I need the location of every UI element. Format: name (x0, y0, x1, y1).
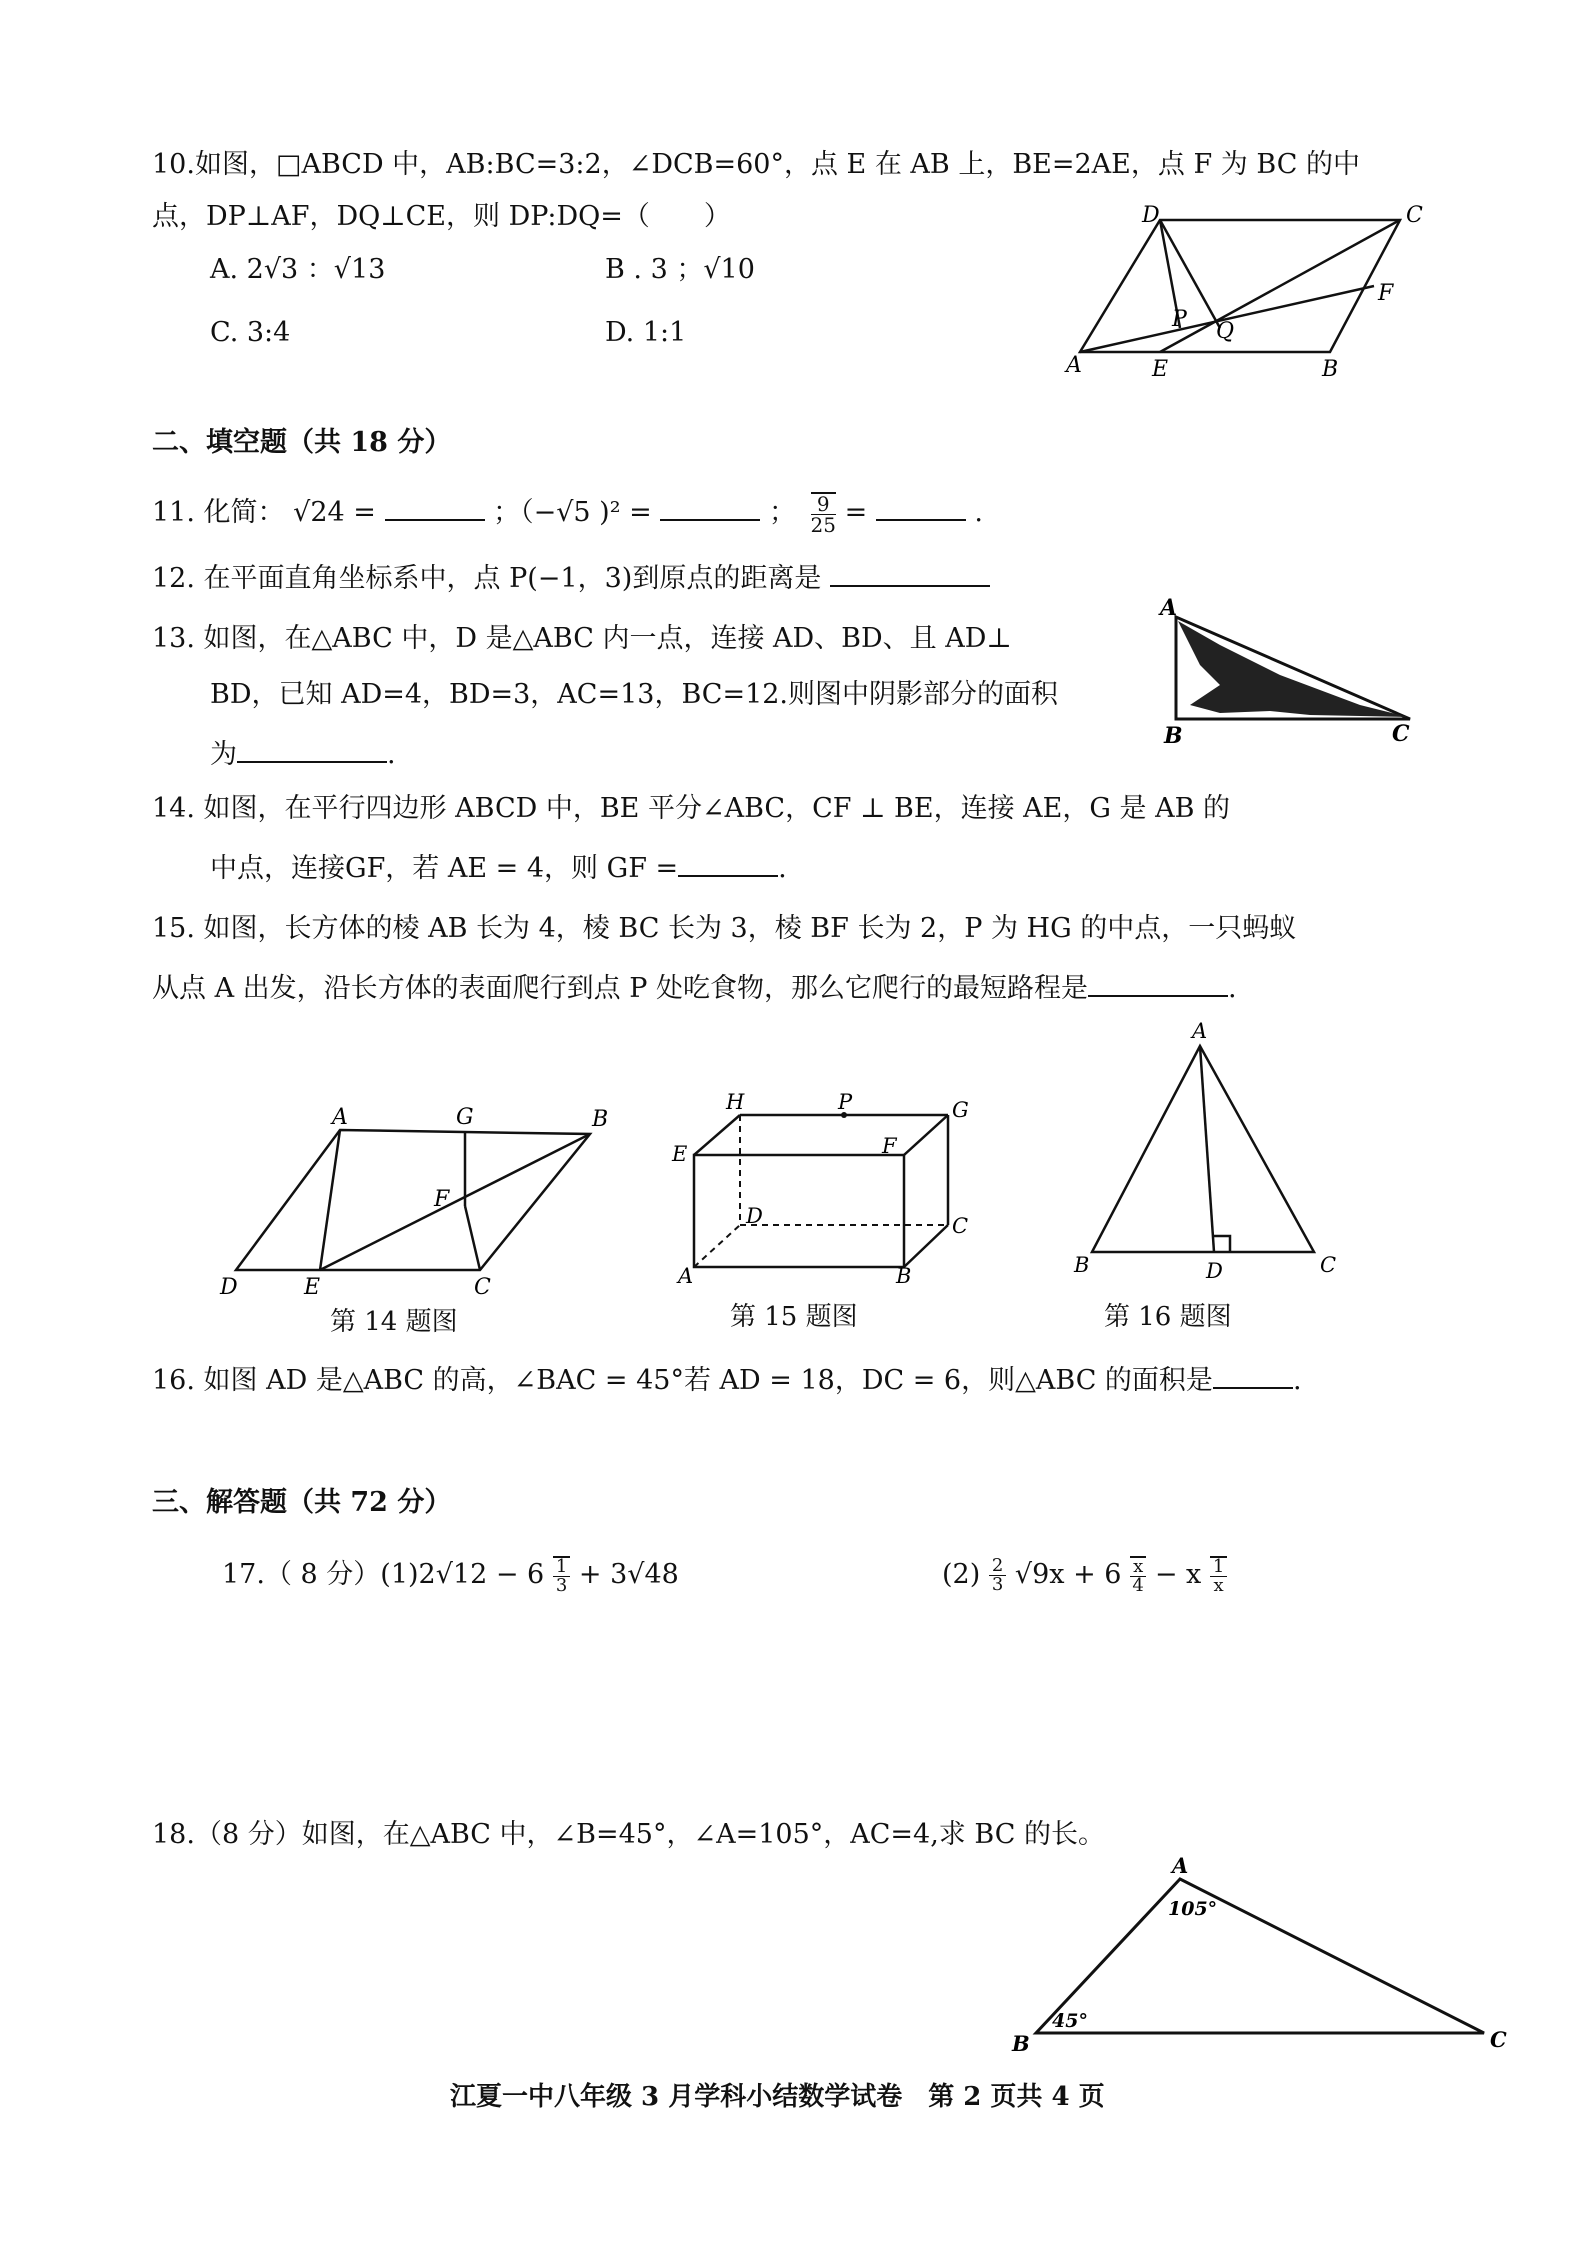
q10-option-b: B . 3 ；√10 (605, 254, 755, 285)
section-2-heading: 二、填空题（共 18 分） (152, 427, 452, 458)
q10-line2: 点，DP⊥AF，DQ⊥CE，则 DP:DQ=（ ） (152, 201, 731, 232)
q15-line2: 从点 A 出发，沿长方体的表面爬行到点 P 处吃食物，那么它爬行的最短路程是 . (152, 973, 1237, 1004)
fig16-triangle (1070, 1020, 1340, 1290)
q18-label-c: C (1490, 2027, 1507, 2052)
q10-label-a: A (1066, 353, 1082, 378)
q13-label-a: A (1160, 595, 1178, 621)
q11-prefix: 11. 化简： (152, 497, 285, 528)
q13-blank (237, 761, 387, 763)
q17-part2-frac3: $\frac{1}{x}$ (1210, 1556, 1227, 1595)
fig15-label-c: C (952, 1214, 969, 1238)
q13-label-b: B (1164, 723, 1183, 749)
fig14-label-d: D (220, 1275, 238, 1300)
q16-blank (1213, 1387, 1293, 1389)
fig14-label-c: C (474, 1275, 491, 1300)
q12 (152, 562, 990, 596)
q17-part2-frac1: $\frac{2}{3}$ (989, 1557, 1006, 1594)
q18-label-a: A (1172, 1853, 1189, 1878)
q12-blank (830, 585, 990, 587)
q11-part-a: √24 = (293, 497, 376, 528)
q11-blank-a (385, 519, 485, 521)
q11-sqrt-frac: $\frac{9}{25}$ (810, 492, 836, 537)
fig16-label-d: D (1206, 1259, 1223, 1283)
fig15-label-g: G (952, 1098, 969, 1122)
q18-angle-b: 45° (1052, 2010, 1088, 2032)
fig14-label-e: E (304, 1275, 321, 1300)
q13-line3: 为 . (210, 739, 396, 770)
fig15-label-f: F (882, 1134, 897, 1158)
q17-part2-frac2: $\frac{x}{4}$ (1130, 1556, 1146, 1595)
q11 (152, 492, 983, 535)
q11-end: . (974, 497, 983, 528)
q18-label-b: B (1012, 2031, 1030, 2056)
q17-part1-frac: $\frac{1}{3}$ (553, 1556, 570, 1595)
q10-label-p: P (1172, 307, 1187, 332)
q11-part-d: = (844, 497, 868, 528)
q10-option-c: C. 3:4 (210, 317, 291, 348)
fig16-label-a: A (1192, 1019, 1208, 1043)
q10-label-e: E (1152, 357, 1169, 382)
page-footer: 江夏一中八年级 3 月学科小结数学试卷 第 2 页共 4 页 (450, 2082, 1105, 2112)
q11-blank-b (660, 519, 760, 521)
fig14-label-b: B (592, 1107, 609, 1132)
fig15-label-a: A (678, 1264, 694, 1288)
q18-angle-a: 105° (1168, 1898, 1218, 1920)
q13-triangle-figure (1160, 595, 1430, 749)
fig16-label-b: B (1074, 1253, 1090, 1277)
q10-line1: 10.如图，□ABCD 中，AB:BC=3:2，∠DCB=60°，点 E 在 AB 上，BE=2AE，点 F 为 BC 的中 (152, 149, 1360, 180)
q13-line1: 13. 如图，在△ABC 中，D 是△ABC 内一点，连接 AD、BD、且 AD⊥ (152, 623, 1012, 654)
q17-part1: 17.（ 8 分）(1)2√12 − 6 $\frac{1}{3}$ + 3√48 (222, 1556, 679, 1596)
fig15-caption: 第 15 题图 (730, 1302, 858, 1332)
q10-label-c: C (1406, 203, 1423, 228)
q14-blank (678, 875, 778, 877)
q11-blank-c (876, 519, 966, 521)
q16: 16. 如图 AD 是△ABC 的高，∠BAC = 45°若 AD = 18，DC = 6，则△ABC 的面积是 . (152, 1365, 1302, 1396)
q10-label-d: D (1142, 203, 1160, 228)
fig15-cuboid (670, 1090, 980, 1288)
section-3-heading: 三、解答题（共 72 分） (152, 1487, 452, 1518)
q15-blank (1088, 995, 1228, 997)
q10-parallelogram-figure (1060, 200, 1440, 380)
q11-part-b: ；（−√5 )² = (493, 497, 652, 528)
q10-option-d: D. 1:1 (605, 317, 687, 348)
fig14-label-a: A (332, 1105, 348, 1130)
fig14-caption: 第 14 题图 (330, 1307, 458, 1337)
fig15-label-h: H (726, 1090, 745, 1114)
fig15-label-e: E (672, 1142, 688, 1166)
fig14-parallelogram (220, 1105, 620, 1300)
q18-triangle-figure (1000, 1855, 1520, 2055)
q18-text: 18.（8 分）如图，在△ABC 中，∠B=45°，∠A=105°，AC=4,求 BC 的长。 (152, 1819, 1105, 1850)
fig15-label-b: B (896, 1264, 912, 1288)
fig16-label-c: C (1320, 1253, 1337, 1277)
q10-label-f: F (1378, 281, 1394, 306)
q17-part2: (2) $\frac{2}{3}$ √9x + 6 $\frac{x}{4}$ − x $\frac{1}{x}$ (942, 1556, 1227, 1595)
q13-line2: BD，已知 AD=4，BD=3，AC=13，BC=12.则图中阴影部分的面积 (210, 679, 1059, 710)
fig14-label-g: G (456, 1105, 474, 1130)
q15-line1: 15. 如图，长方体的棱 AB 长为 4，棱 BC 长为 3，棱 BF 长为 2，P 为 HG 的中点，一只蚂蚁 (152, 913, 1297, 944)
q14-line1: 14. 如图，在平行四边形 ABCD 中，BE 平分∠ABC，CF ⊥ BE，连接 AE，G 是 AB 的 (152, 793, 1231, 824)
q11-part-c: ； (768, 497, 796, 528)
q13-label-c: C (1392, 721, 1410, 747)
fig16-caption: 第 16 题图 (1104, 1302, 1232, 1332)
q14-line2: 中点，连接GF，若 AE = 4，则 GF = . (210, 853, 787, 884)
q10-label-q: Q (1216, 319, 1235, 344)
fig15-label-d: D (746, 1204, 763, 1228)
q12-text: 12. 在平面直角坐标系中，点 P(−1，3)到原点的距离是 (152, 563, 822, 594)
q10-label-b: B (1322, 357, 1339, 382)
fig15-label-p: P (838, 1090, 853, 1114)
q10-option-a: A. 2√3 ：√13 (210, 254, 386, 285)
fig14-label-f: F (434, 1187, 450, 1212)
